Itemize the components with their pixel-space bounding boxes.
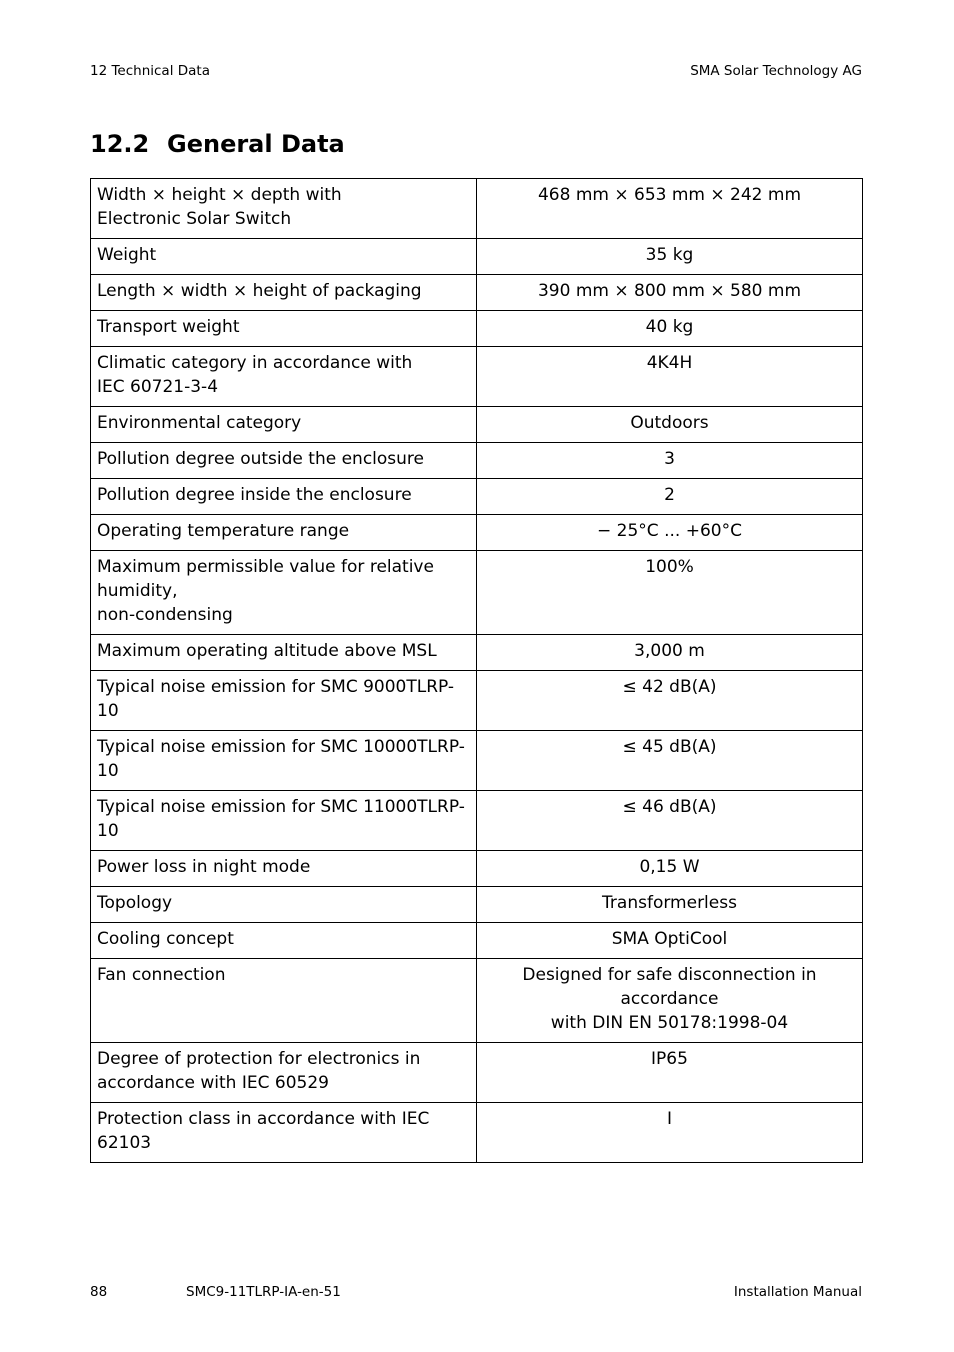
footer-document-title: Installation Manual: [733, 1284, 862, 1300]
spec-value: 40 kg: [477, 311, 863, 347]
spec-value: ≤ 46 dB(A): [477, 791, 863, 851]
spec-value: IP65: [477, 1043, 863, 1103]
spec-label: Power loss in night mode: [91, 851, 477, 887]
spec-value: Transformerless: [477, 887, 863, 923]
spec-label: Transport weight: [91, 311, 477, 347]
section-number: 12.2: [90, 130, 150, 158]
spec-label: Fan connection: [91, 959, 477, 1043]
table-row: [91, 731, 863, 791]
spec-value: I: [477, 1103, 863, 1163]
spec-value: − 25°C ... +60°C: [477, 515, 863, 551]
table-row: [91, 1043, 863, 1103]
spec-value: Outdoors: [477, 407, 863, 443]
spec-value: 3: [477, 443, 863, 479]
table-row: [91, 179, 863, 239]
spec-value: 100%: [477, 551, 863, 635]
table-row: [91, 515, 863, 551]
table-row: [91, 923, 863, 959]
spec-label: Topology: [91, 887, 477, 923]
table-row: [91, 551, 863, 635]
spec-label: Pollution degree inside the enclosure: [91, 479, 477, 515]
spec-value: Designed for safe disconnection in accordance with DIN EN 50178:1998-04: [477, 959, 863, 1043]
spec-value: 2: [477, 479, 863, 515]
spec-label: Degree of protection for electronics in accordance with IEC 60529: [91, 1043, 477, 1103]
table-row: [91, 239, 863, 275]
spec-label: Protection class in accordance with IEC 62103: [91, 1103, 477, 1163]
header-company: SMA Solar Technology AG: [690, 63, 862, 79]
spec-label: Maximum permissible value for relative humidity, non-condensing: [91, 551, 477, 635]
table-row: [91, 851, 863, 887]
table-row: [91, 311, 863, 347]
spec-label: Climatic category in accordance with IEC 60721-3-4: [91, 347, 477, 407]
table-row: [91, 275, 863, 311]
table-row: [91, 959, 863, 1043]
table-row: [91, 635, 863, 671]
table-row: [91, 479, 863, 515]
spec-label: Operating temperature range: [91, 515, 477, 551]
spec-label: Pollution degree outside the enclosure: [91, 443, 477, 479]
spec-label: Cooling concept: [91, 923, 477, 959]
spec-value: ≤ 45 dB(A): [477, 731, 863, 791]
spec-value: SMA OptiCool: [477, 923, 863, 959]
spec-label: Typical noise emission for SMC 11000TLRP-10: [91, 791, 477, 851]
spec-label: Typical noise emission for SMC 9000TLRP-10: [91, 671, 477, 731]
table-row: [91, 407, 863, 443]
spec-label: Weight: [91, 239, 477, 275]
footer-page-number: 88: [90, 1284, 108, 1300]
general-data-table: [90, 178, 863, 1163]
spec-value: 390 mm × 800 mm × 580 mm: [477, 275, 863, 311]
table-row: [91, 443, 863, 479]
spec-value: 0,15 W: [477, 851, 863, 887]
table-row: [91, 887, 863, 923]
table-row: [91, 347, 863, 407]
spec-label: Environmental category: [91, 407, 477, 443]
table-row: [91, 1103, 863, 1163]
spec-value: 468 mm × 653 mm × 242 mm: [477, 179, 863, 239]
table-row: [91, 671, 863, 731]
spec-value: 3,000 m: [477, 635, 863, 671]
spec-value: 4K4H: [477, 347, 863, 407]
spec-label: Typical noise emission for SMC 10000TLRP-10: [91, 731, 477, 791]
section-heading: [90, 128, 345, 160]
footer-document-code: SMC9-11TLRP-IA-en-51: [186, 1284, 341, 1300]
spec-value: 35 kg: [477, 239, 863, 275]
spec-value: ≤ 42 dB(A): [477, 671, 863, 731]
spec-label: Length × width × height of packaging: [91, 275, 477, 311]
header-chapter: 12 Technical Data: [90, 63, 210, 79]
table-body: [91, 179, 863, 1163]
section-title: General Data: [167, 130, 345, 158]
spec-label: Maximum operating altitude above MSL: [91, 635, 477, 671]
spec-label: Width × height × depth with Electronic Solar Switch: [91, 179, 477, 239]
table-row: [91, 791, 863, 851]
